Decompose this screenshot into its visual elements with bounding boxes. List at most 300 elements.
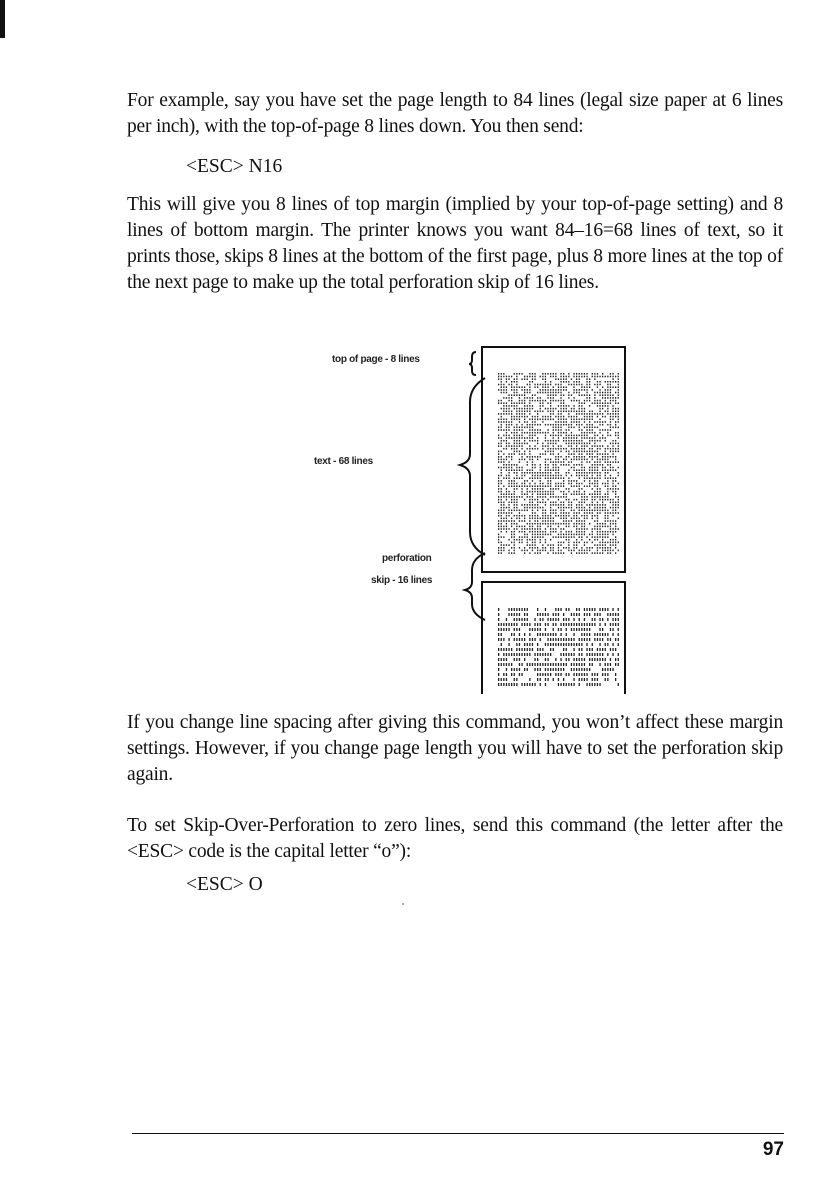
printed-text-dot xyxy=(618,461,619,463)
printed-text-dot xyxy=(607,608,608,611)
printed-text-dot xyxy=(576,552,577,554)
printed-text-dot xyxy=(506,467,507,469)
printed-text-dot xyxy=(568,542,569,544)
printed-text-dot xyxy=(597,510,598,512)
printed-text-dot xyxy=(501,493,502,495)
printed-text-dot xyxy=(581,469,582,471)
printed-text-dot xyxy=(592,402,593,404)
printed-text-dot xyxy=(498,536,499,538)
printed-text-dot xyxy=(506,437,507,439)
printed-text-dot xyxy=(555,461,556,463)
printed-text-dot xyxy=(605,547,606,549)
printed-text-dot xyxy=(586,400,587,402)
printed-text-dot xyxy=(521,437,522,439)
printed-text-dot xyxy=(516,427,517,429)
printed-text-dot xyxy=(597,485,598,487)
printed-text-dot xyxy=(558,456,559,458)
printed-text-dot xyxy=(605,510,606,512)
printed-text-dot xyxy=(579,488,580,490)
printed-text-dot xyxy=(521,683,522,686)
printed-text-dot xyxy=(503,376,504,378)
printed-text-dot xyxy=(594,421,595,423)
printed-text-dot xyxy=(571,445,572,447)
printed-text-dot xyxy=(506,507,507,509)
printed-text-dot xyxy=(615,547,616,549)
printed-text-dot xyxy=(540,480,541,482)
printed-text-dot xyxy=(545,608,546,611)
printed-text-dot xyxy=(529,400,530,402)
printed-text-dot xyxy=(529,638,530,641)
printed-text-dot xyxy=(534,531,535,533)
printed-text-dot xyxy=(566,475,567,477)
printed-text-dot xyxy=(579,638,580,641)
printed-text-dot xyxy=(581,499,582,501)
printed-text-dot xyxy=(553,394,554,396)
printed-text-dot xyxy=(602,453,603,455)
printed-text-dot xyxy=(516,443,517,445)
printed-text-dot xyxy=(581,394,582,396)
printed-text-dot xyxy=(581,536,582,538)
printed-text-dot xyxy=(605,518,606,520)
printed-text-dot xyxy=(566,451,567,453)
printed-text-dot xyxy=(602,673,603,676)
printed-text-dot xyxy=(615,493,616,495)
printed-text-dot xyxy=(503,408,504,410)
printed-text-dot xyxy=(532,542,533,544)
printed-text-dot xyxy=(529,453,530,455)
printed-text-dot xyxy=(573,658,574,661)
printed-text-dot xyxy=(506,653,507,656)
printed-text-dot xyxy=(545,547,546,549)
printed-text-dot xyxy=(602,510,603,512)
printed-text-dot xyxy=(547,534,548,536)
printed-text-dot xyxy=(532,464,533,466)
printed-text-dot xyxy=(568,424,569,426)
printed-text-dot xyxy=(555,416,556,418)
printed-text-dot xyxy=(540,456,541,458)
printed-text-dot xyxy=(597,480,598,482)
printed-text-dot xyxy=(542,633,543,636)
printed-text-dot xyxy=(555,435,556,437)
printed-text-dot xyxy=(581,443,582,445)
printed-text-dot xyxy=(540,483,541,485)
printed-text-dot xyxy=(566,381,567,383)
printed-text-dot xyxy=(612,512,613,514)
printed-text-dot xyxy=(610,386,611,388)
printed-text-dot xyxy=(612,480,613,482)
printed-text-dot xyxy=(586,536,587,538)
printed-text-dot xyxy=(527,663,528,666)
printed-text-dot xyxy=(607,638,608,641)
printed-text-dot xyxy=(511,552,512,554)
printed-text-dot xyxy=(550,392,551,394)
printed-text-dot xyxy=(529,424,530,426)
printed-text-dot xyxy=(508,485,509,487)
printed-text-dot xyxy=(586,512,587,514)
printed-text-dot xyxy=(579,451,580,453)
printed-text-dot xyxy=(508,528,509,530)
printed-text-dot xyxy=(514,673,515,676)
printed-text-dot xyxy=(584,386,585,388)
printed-text-dot xyxy=(584,467,585,469)
printed-text-dot xyxy=(610,427,611,429)
printed-text-dot xyxy=(576,469,577,471)
printed-text-dot xyxy=(563,389,564,391)
printed-text-dot xyxy=(589,467,590,469)
printed-text-dot xyxy=(558,413,559,415)
printed-text-dot xyxy=(527,668,528,671)
printed-text-dot xyxy=(592,552,593,554)
printed-text-dot xyxy=(602,376,603,378)
printed-text-dot xyxy=(537,472,538,474)
printed-text-dot xyxy=(527,437,528,439)
printed-text-dot xyxy=(566,386,567,388)
printed-text-dot xyxy=(555,618,556,621)
printed-text-dot xyxy=(524,643,525,646)
printed-text-dot xyxy=(516,464,517,466)
printed-text-dot xyxy=(579,507,580,509)
printed-text-dot xyxy=(607,547,608,549)
printed-text-dot xyxy=(610,613,611,616)
printed-text-dot xyxy=(618,376,619,378)
printed-text-dot xyxy=(503,504,504,506)
printed-text-dot xyxy=(618,502,619,504)
printed-text-dot xyxy=(612,633,613,636)
printed-text-dot xyxy=(516,488,517,490)
printed-text-dot xyxy=(594,469,595,471)
printed-text-dot xyxy=(576,459,577,461)
printed-text-dot xyxy=(571,483,572,485)
printed-text-dot xyxy=(532,531,533,533)
printed-text-dot xyxy=(511,386,512,388)
printed-text-dot xyxy=(607,678,608,681)
printed-text-dot xyxy=(576,440,577,442)
printed-text-dot xyxy=(579,411,580,413)
printed-text-dot xyxy=(550,475,551,477)
printed-text-dot xyxy=(516,472,517,474)
printed-text-dot xyxy=(529,663,530,666)
printed-text-dot xyxy=(537,432,538,434)
printed-text-dot xyxy=(605,405,606,407)
printed-text-dot xyxy=(592,440,593,442)
printed-text-dot xyxy=(540,397,541,399)
printed-text-dot xyxy=(589,443,590,445)
printed-text-dot xyxy=(592,518,593,520)
printed-text-dot xyxy=(586,381,587,383)
printed-text-dot xyxy=(584,491,585,493)
printed-text-dot xyxy=(534,432,535,434)
printed-text-dot xyxy=(547,678,548,681)
printed-text-dot xyxy=(560,427,561,429)
printed-text-dot xyxy=(529,518,530,520)
printed-text-dot xyxy=(576,464,577,466)
printed-text-dot xyxy=(579,443,580,445)
printed-text-dot xyxy=(573,389,574,391)
printed-text-dot xyxy=(568,445,569,447)
printed-text-dot xyxy=(589,493,590,495)
printed-text-dot xyxy=(605,643,606,646)
printed-text-dot xyxy=(547,526,548,528)
printed-text-dot xyxy=(560,544,561,546)
printed-text-dot xyxy=(597,531,598,533)
printed-text-dot xyxy=(501,429,502,431)
printed-text-dot xyxy=(579,435,580,437)
printed-text-dot xyxy=(498,512,499,514)
printed-text-dot xyxy=(501,510,502,512)
printed-text-dot xyxy=(527,608,528,611)
printed-text-dot xyxy=(563,485,564,487)
printed-text-dot xyxy=(545,472,546,474)
printed-text-dot xyxy=(612,416,613,418)
printed-text-dot xyxy=(618,408,619,410)
printed-text-dot xyxy=(521,491,522,493)
printed-text-dot xyxy=(618,618,619,621)
printed-text-dot xyxy=(532,373,533,375)
printed-text-dot xyxy=(547,408,548,410)
printed-text-dot xyxy=(542,613,543,616)
printed-text-dot xyxy=(514,493,515,495)
printed-text-dot xyxy=(514,381,515,383)
printed-text-dot xyxy=(521,416,522,418)
printed-text-dot xyxy=(566,518,567,520)
printed-text-dot xyxy=(547,394,548,396)
printed-text-dot xyxy=(602,499,603,501)
printed-text-dot xyxy=(514,534,515,536)
printed-text-dot xyxy=(511,510,512,512)
printed-text-dot xyxy=(516,429,517,431)
printed-text-dot xyxy=(599,411,600,413)
printed-text-dot xyxy=(506,469,507,471)
printed-text-dot xyxy=(615,456,616,458)
printed-text-dot xyxy=(527,536,528,538)
printed-text-dot xyxy=(514,416,515,418)
printed-text-dot xyxy=(605,623,606,626)
printed-text-dot xyxy=(615,510,616,512)
printed-text-dot xyxy=(508,394,509,396)
printed-text-dot xyxy=(597,461,598,463)
printed-text-dot xyxy=(607,515,608,517)
printed-text-dot xyxy=(558,461,559,463)
printed-text-dot xyxy=(589,477,590,479)
printed-text-dot xyxy=(615,528,616,530)
printed-text-dot xyxy=(579,376,580,378)
printed-text-dot xyxy=(566,536,567,538)
printed-text-dot xyxy=(508,507,509,509)
printed-text-dot xyxy=(537,623,538,626)
printed-text-dot xyxy=(568,683,569,686)
printed-text-dot xyxy=(558,673,559,676)
printed-text-dot xyxy=(576,673,577,676)
printed-text-dot xyxy=(610,531,611,533)
printed-text-dot xyxy=(501,480,502,482)
printed-text-dot xyxy=(571,427,572,429)
printed-text-dot xyxy=(618,373,619,375)
printed-text-dot xyxy=(612,448,613,450)
printed-text-dot xyxy=(501,451,502,453)
printed-text-dot xyxy=(581,539,582,541)
printed-text-dot xyxy=(503,653,504,656)
printed-text-dot xyxy=(529,683,530,686)
printed-text-dot xyxy=(553,419,554,421)
printed-text-dot xyxy=(519,539,520,541)
printed-text-dot xyxy=(581,453,582,455)
printed-text-dot xyxy=(508,464,509,466)
printed-text-dot xyxy=(516,448,517,450)
printed-text-dot xyxy=(532,421,533,423)
printed-text-dot xyxy=(498,658,499,661)
printed-text-dot xyxy=(579,536,580,538)
printed-text-dot xyxy=(566,547,567,549)
printed-text-dot xyxy=(501,437,502,439)
printed-text-dot xyxy=(498,456,499,458)
printed-text-dot xyxy=(519,536,520,538)
printed-text-dot xyxy=(553,389,554,391)
printed-text-dot xyxy=(573,443,574,445)
printed-text-dot xyxy=(610,456,611,458)
printed-text-dot xyxy=(511,485,512,487)
printed-text-dot xyxy=(503,384,504,386)
printed-text-dot xyxy=(560,552,561,554)
printed-text-dot xyxy=(589,424,590,426)
printed-text-dot xyxy=(508,623,509,626)
printed-text-dot xyxy=(555,477,556,479)
printed-text-dot xyxy=(602,435,603,437)
printed-text-dot xyxy=(529,472,530,474)
printed-text-dot xyxy=(511,437,512,439)
printed-text-dot xyxy=(571,638,572,641)
printed-text-dot xyxy=(545,386,546,388)
printed-text-dot xyxy=(594,653,595,656)
printed-text-dot xyxy=(571,421,572,423)
printed-text-dot xyxy=(542,445,543,447)
printed-text-dot xyxy=(589,608,590,611)
printed-text-dot xyxy=(532,499,533,501)
printed-text-dot xyxy=(584,552,585,554)
printed-text-dot xyxy=(610,542,611,544)
printed-text-dot xyxy=(618,623,619,626)
printed-text-dot xyxy=(594,480,595,482)
printed-text-dot xyxy=(501,384,502,386)
printed-text-dot xyxy=(605,467,606,469)
printed-text-dot xyxy=(519,648,520,651)
printed-text-dot xyxy=(524,427,525,429)
printed-text-dot xyxy=(563,638,564,641)
printed-text-dot xyxy=(547,515,548,517)
printed-text-dot xyxy=(521,528,522,530)
printed-text-dot xyxy=(550,653,551,656)
printed-text-dot xyxy=(521,413,522,415)
printed-text-dot xyxy=(584,628,585,631)
printed-text-dot xyxy=(516,499,517,501)
printed-text-dot xyxy=(612,469,613,471)
printed-text-dot xyxy=(584,618,585,621)
printed-text-dot xyxy=(508,411,509,413)
printed-text-dot xyxy=(542,475,543,477)
printed-text-dot xyxy=(610,547,611,549)
printed-text-dot xyxy=(501,544,502,546)
printed-text-dot xyxy=(607,411,608,413)
printed-text-dot xyxy=(581,408,582,410)
printed-text-dot xyxy=(521,443,522,445)
printed-text-dot xyxy=(563,480,564,482)
printed-text-dot xyxy=(529,413,530,415)
printed-text-dot xyxy=(516,507,517,509)
printed-text-dot xyxy=(527,491,528,493)
printed-text-dot xyxy=(516,638,517,641)
printed-text-dot xyxy=(592,419,593,421)
printed-text-dot xyxy=(558,435,559,437)
printed-text-dot xyxy=(597,528,598,530)
printed-text-dot xyxy=(589,483,590,485)
printed-text-dot xyxy=(498,429,499,431)
printed-text-dot xyxy=(586,510,587,512)
printed-text-dot xyxy=(615,469,616,471)
printed-text-dot xyxy=(615,496,616,498)
printed-text-dot xyxy=(529,539,530,541)
printed-text-dot xyxy=(612,427,613,429)
printed-text-dot xyxy=(511,389,512,391)
printed-text-dot xyxy=(527,510,528,512)
printed-text-dot xyxy=(566,448,567,450)
printed-text-dot xyxy=(566,618,567,621)
printed-text-dot xyxy=(555,421,556,423)
printed-text-dot xyxy=(501,427,502,429)
printed-text-dot xyxy=(612,550,613,552)
printed-text-dot xyxy=(605,542,606,544)
printed-text-dot xyxy=(563,373,564,375)
printed-text-dot xyxy=(521,435,522,437)
printed-text-dot xyxy=(560,402,561,404)
printed-text-dot xyxy=(550,408,551,410)
printed-text-dot xyxy=(612,376,613,378)
printed-text-dot xyxy=(555,623,556,626)
printed-text-dot xyxy=(498,475,499,477)
printed-text-dot xyxy=(532,534,533,536)
printed-text-dot xyxy=(594,496,595,498)
printed-text-dot xyxy=(594,432,595,434)
printed-text-dot xyxy=(521,673,522,676)
printed-text-dot xyxy=(529,419,530,421)
printed-text-dot xyxy=(516,424,517,426)
printed-text-dot xyxy=(503,536,504,538)
printed-text-dot xyxy=(519,429,520,431)
printed-text-dot xyxy=(521,638,522,641)
printed-text-dot xyxy=(605,523,606,525)
printed-text-dot xyxy=(519,419,520,421)
printed-text-dot xyxy=(618,419,619,421)
printed-text-dot xyxy=(586,668,587,671)
printed-text-dot xyxy=(511,648,512,651)
printed-text-dot xyxy=(542,448,543,450)
printed-text-dot xyxy=(555,536,556,538)
printed-text-dot xyxy=(519,427,520,429)
printed-text-dot xyxy=(610,381,611,383)
printed-text-dot xyxy=(498,552,499,554)
printed-text-dot xyxy=(537,668,538,671)
printed-text-dot xyxy=(599,408,600,410)
printed-text-dot xyxy=(573,499,574,501)
printed-text-dot xyxy=(540,469,541,471)
printed-text-dot xyxy=(516,678,517,681)
printed-text-dot xyxy=(524,453,525,455)
printed-text-dot xyxy=(589,485,590,487)
printed-text-dot xyxy=(534,394,535,396)
printed-text-dot xyxy=(576,419,577,421)
printed-text-dot xyxy=(571,531,572,533)
printed-text-dot xyxy=(615,531,616,533)
printed-text-dot xyxy=(618,683,619,686)
printed-text-dot xyxy=(514,552,515,554)
